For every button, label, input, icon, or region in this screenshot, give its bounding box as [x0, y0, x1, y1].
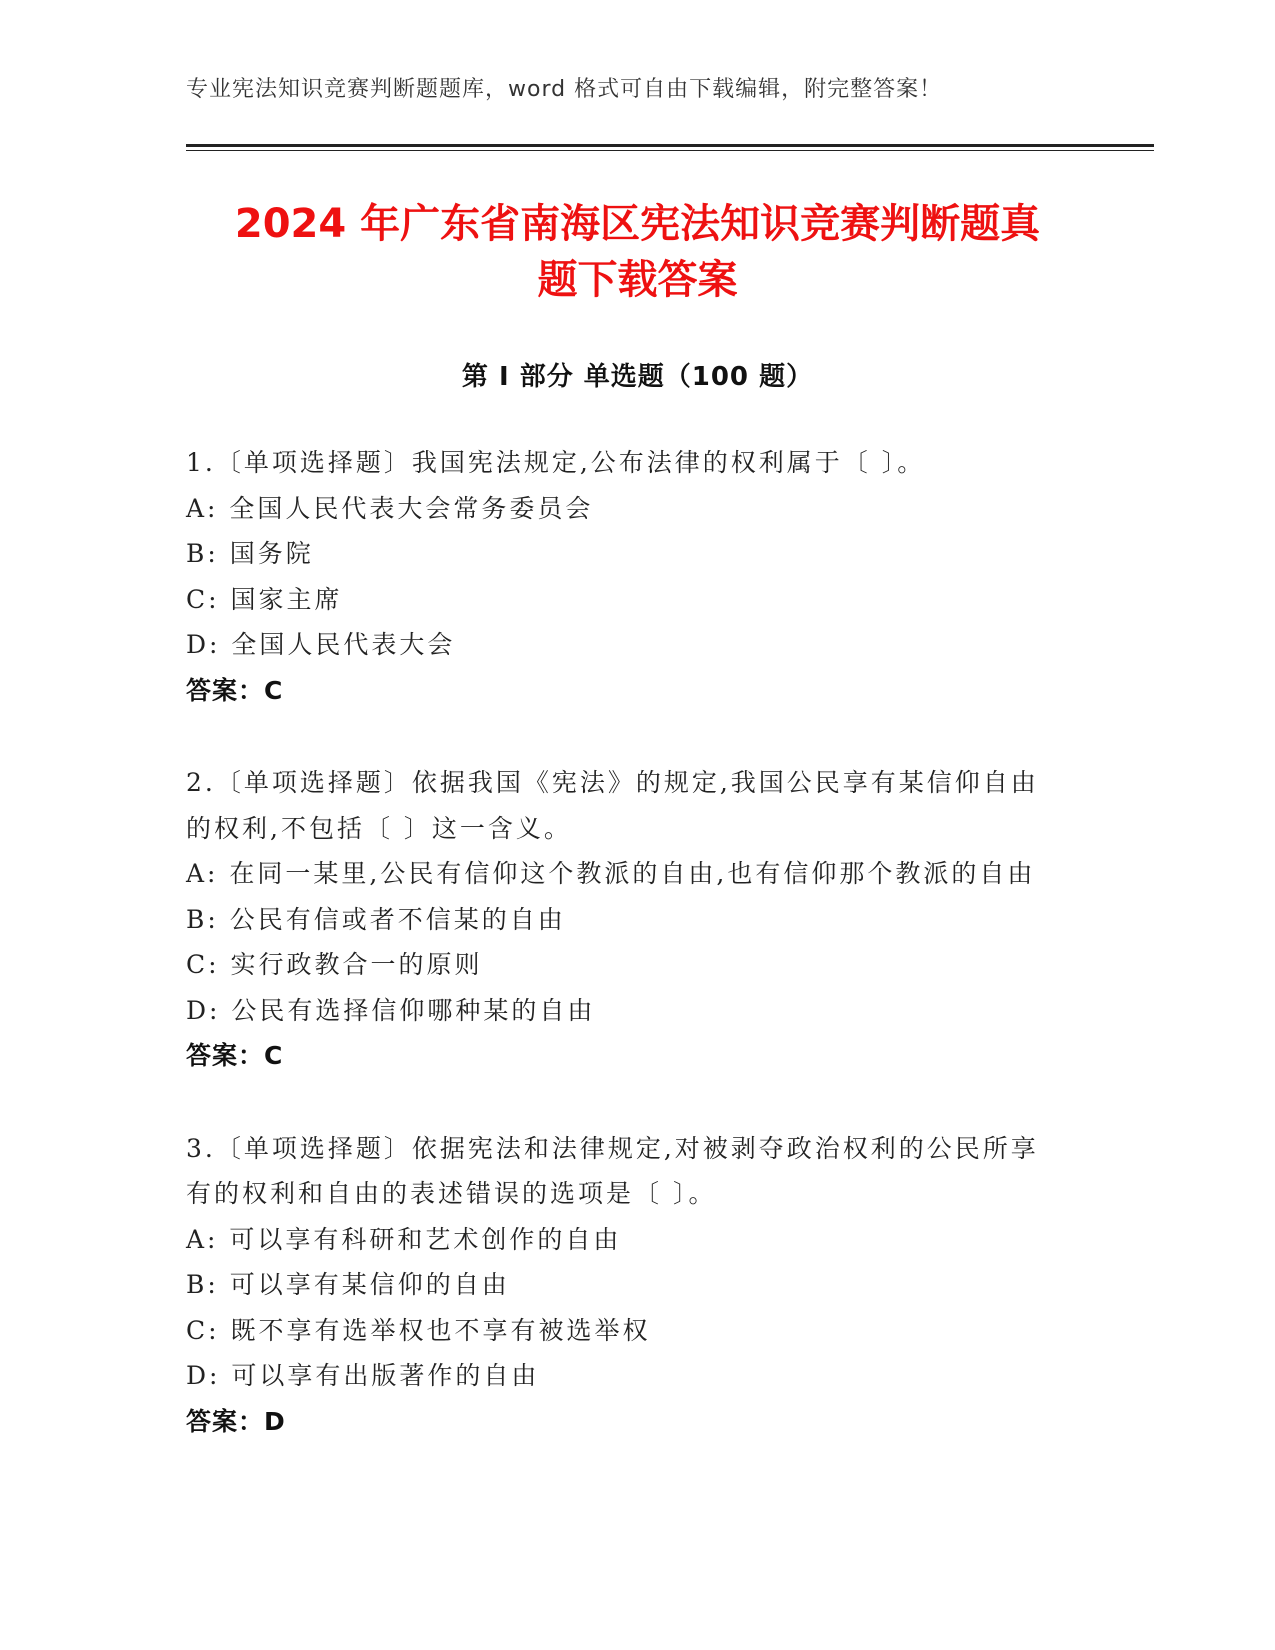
- title-line-1: 2024 年广东省南海区宪法知识竞赛判断题真: [234, 201, 1041, 247]
- question-1: [186, 440, 1086, 713]
- header-rule-thick: [186, 144, 1154, 147]
- option-d: D: 公民有选择信仰哪种某的自由: [186, 995, 596, 1025]
- question-3: [186, 1126, 1086, 1445]
- answer: 答案：C: [186, 1041, 284, 1070]
- question-stem-cont: 有的权利和自由的表述错误的选项是〔 〕。: [186, 1179, 717, 1208]
- option-c: C: 实行政教合一的原则: [186, 950, 483, 979]
- question-stem: 3.〔单项选择题〕依据宪法和法律规定,对被剥夺政治权利的公民所享: [186, 1133, 1039, 1163]
- question-stem: 2.〔单项选择题〕依据我国《宪法》的规定,我国公民享有某信仰自由: [186, 768, 1039, 797]
- header-rule-thin: [186, 150, 1154, 151]
- question-2: [186, 760, 1086, 1079]
- option-d: D: 可以享有出版著作的自由: [186, 1361, 540, 1390]
- option-c: C: 既不享有选举权也不享有被选举权: [186, 1315, 651, 1345]
- question-list: [186, 440, 1086, 1491]
- option-c: C: 国家主席: [186, 584, 343, 614]
- document-title: [150, 196, 1125, 308]
- option-b: B: 可以享有某信仰的自由: [186, 1270, 510, 1299]
- question-stem-cont: 的权利,不包括〔 〕这一含义。: [186, 813, 572, 843]
- title-line-2: 题下载答案: [537, 257, 738, 303]
- header-note: 专业宪法知识竞赛判断题题库，word 格式可自由下载编辑，附完整答案！: [186, 77, 943, 102]
- question-stem: 1.〔单项选择题〕我国宪法规定,公布法律的权利属于〔 〕。: [186, 448, 926, 477]
- option-b: B: 公民有信或者不信某的自由: [186, 904, 566, 934]
- option-a: A: 全国人民代表大会常务委员会: [186, 493, 594, 523]
- option-a: A: 在同一某里,公民有信仰这个教派的自由,也有信仰那个教派的自由: [186, 859, 1036, 888]
- answer: 答案：C: [186, 675, 284, 705]
- answer: 答案：D: [186, 1406, 286, 1436]
- option-d: D: 全国人民代表大会: [186, 630, 456, 659]
- option-a: A: 可以享有科研和艺术创作的自由: [186, 1224, 622, 1254]
- option-b: B: 国务院: [186, 539, 314, 568]
- section-title: 第 I 部分 单选题（100 题）: [461, 362, 814, 392]
